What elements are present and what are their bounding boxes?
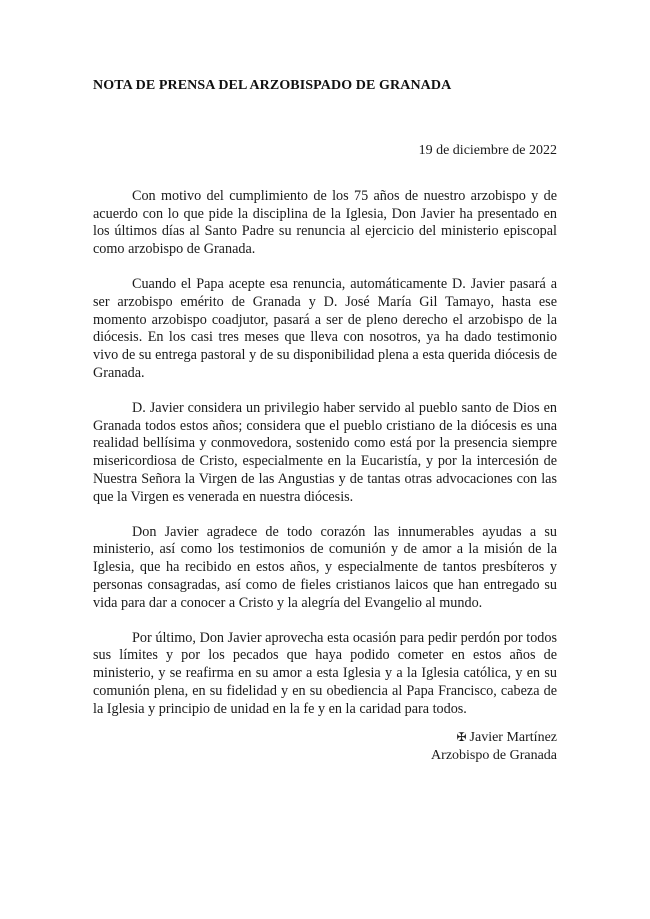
signature-name: Javier Martínez xyxy=(469,730,557,745)
cross-icon: ✠ xyxy=(456,730,467,744)
signature-name-line xyxy=(431,728,557,747)
paragraph-5: Por último, Don Javier aprovecha esta ocasión para pedir perdón por todos sus límites y por los pecados que haya podido cometer en estos años de ministerio, y se reafirma en su amor a esta Iglesia y a la Iglesia católica, y en su comunión plena, en su fidelidad y en su obediencia al Papa Francisco, cabeza de la Iglesia y principio de unidad en la fe y en la caridad para todos. xyxy=(93,629,557,717)
paragraph-1: Con motivo del cumplimiento de los 75 años de nuestro arzobispo y de acuerdo con lo que pide la disciplina de la Iglesia, Don Javier ha presentado en los últimos días al Santo Padre su renuncia al ejercicio del ministerio episcopal como arzobispo de Granada. xyxy=(93,188,557,258)
paragraph-4: Don Javier agradece de todo corazón las innumerables ayudas a su ministerio, así como los testimonios de comunión y de amor a la misión de la Iglesia, que ha recibido en estos años, y especialmente de tantos presbíteros y personas consagradas, así como de fieles cristianos laicos que han entregado su vida para dar a conocer a Cristo y la alegría del Evangelio al mundo. xyxy=(93,523,557,611)
document-body xyxy=(93,188,557,736)
document-title: NOTA DE PRENSA DEL ARZOBISPADO DE GRANADA xyxy=(93,78,452,93)
signature-block xyxy=(431,728,557,765)
paragraph-2: Cuando el Papa acepte esa renuncia, automáticamente D. Javier pasará a ser arzobispo emérito de Granada y D. José María Gil Tamayo, hasta ese momento arzobispo coadjutor, pasará a ser de pleno derecho el arzobispo de la diócesis. En los casi tres meses que lleva con nosotros, ya ha dado testimonio vivo de su entrega pastoral y de su disponibilidad plena a esta querida diócesis de Granada. xyxy=(93,276,557,381)
document-date: 19 de diciembre de 2022 xyxy=(418,143,557,158)
signature-role: Arzobispo de Granada xyxy=(431,748,557,763)
paragraph-3: D. Javier considera un privilegio haber servido al pueblo santo de Dios en Granada todos estos años; considera que el pueblo cristiano de la diócesis es una realidad bellísima y conmovedora, sostenido como está por la presencia siempre misericordiosa de Cristo, especialmente en la Eucaristía, y por la intercesión de Nuestra Señora la Virgen de las Angustias y de tantas otras advocaciones con las que la Virgen es venerada en nuestra diócesis. xyxy=(93,400,557,505)
